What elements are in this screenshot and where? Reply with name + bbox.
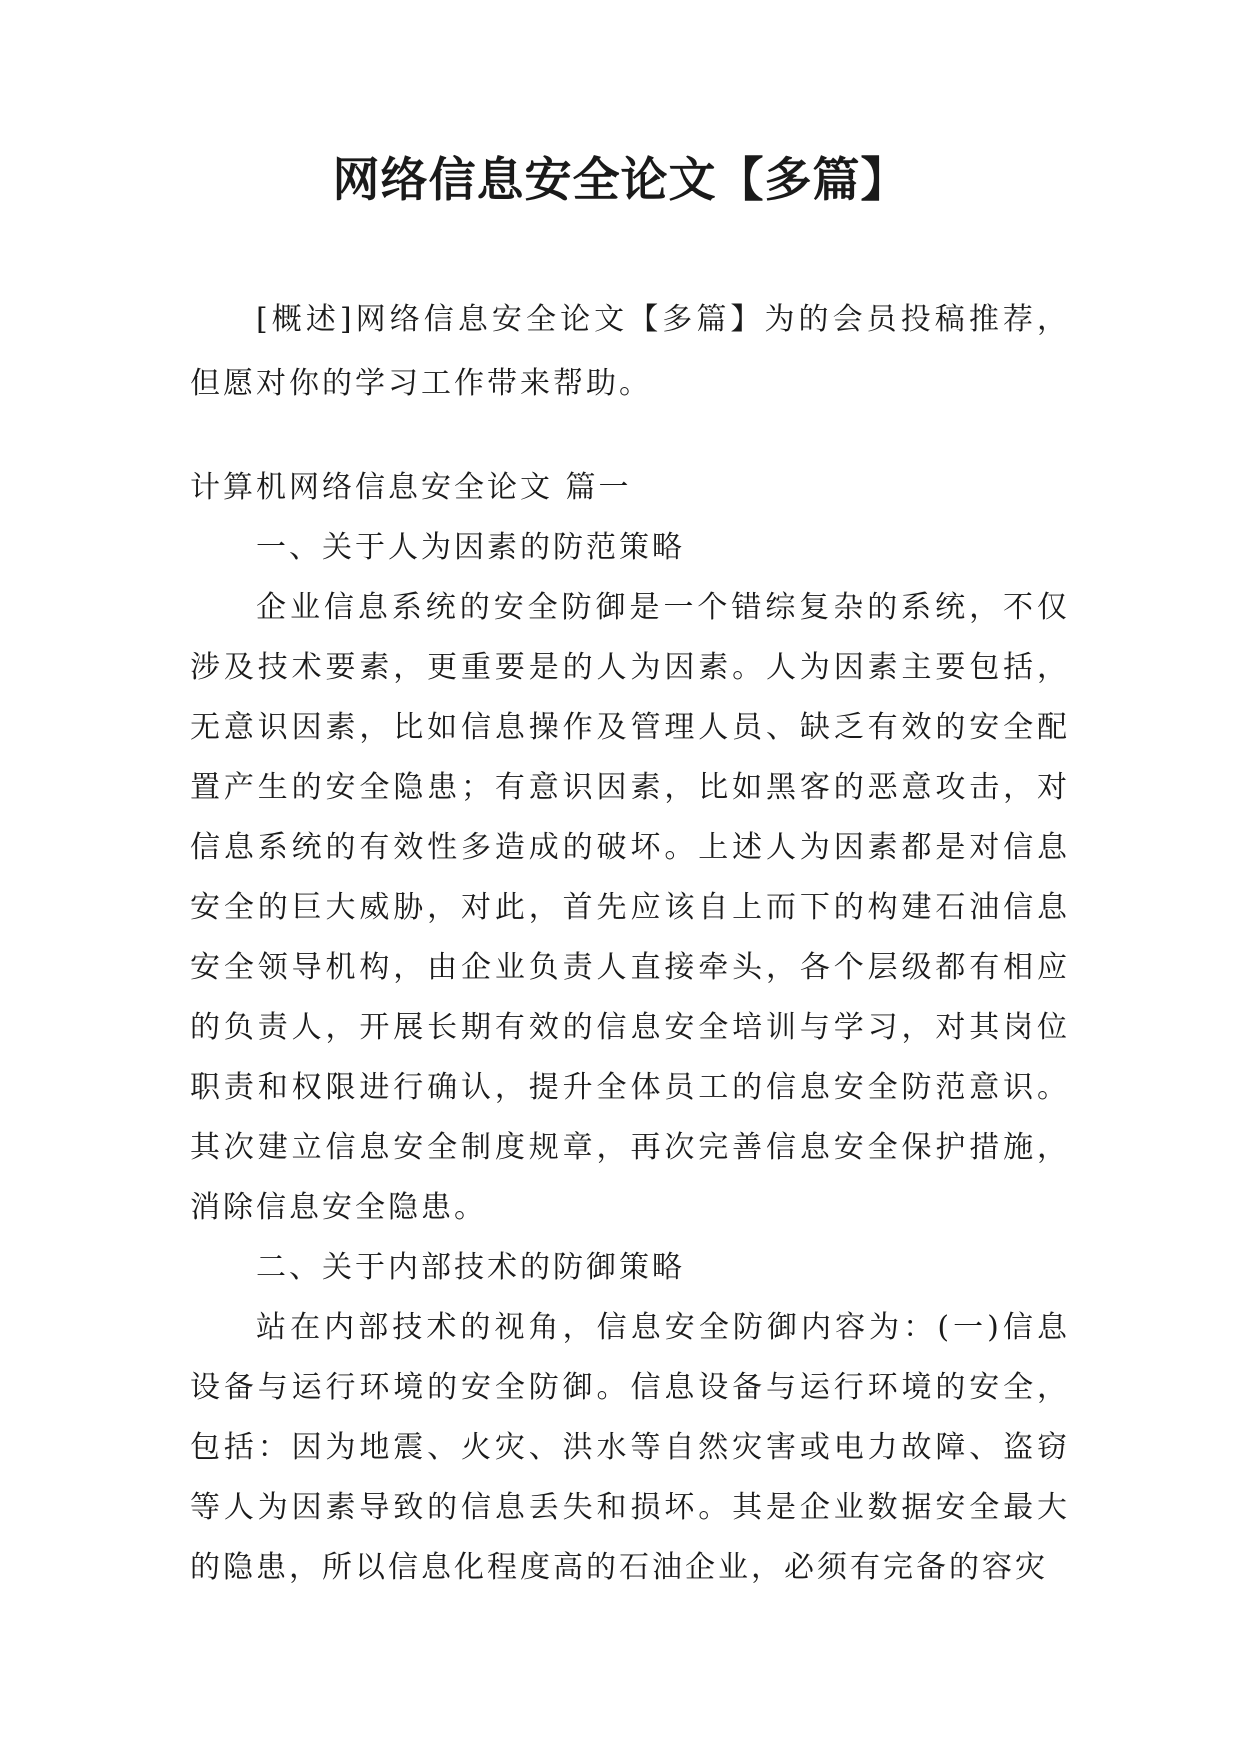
part2-body-paragraph: 站在内部技术的视角，信息安全防御内容为：(一)信息设备与运行环境的安全防御。信息设备与运行环境的安全，包括：因为地震、火灾、洪水等自然灾害或电力故障、盗窃等人为因素导致的信息丢失和损坏。其是企业数据安全最大的隐患，所以信息化程度高的石油企业，必须有完备的容灾 — [190, 1310, 1070, 1585]
summary-paragraph: [概述]网络信息安全论文【多篇】为的会员投稿推荐，但愿对你的学习工作带来帮助。 — [190, 302, 1070, 401]
section-heading: 计算机网络信息安全论文 篇一 — [190, 470, 632, 505]
document-title: 网络信息安全论文【多篇】 — [332, 153, 909, 208]
part1-heading: 一、关于人为因素的防范策略 — [256, 530, 685, 565]
part1-body-paragraph: 企业信息系统的安全防御是一个错综复杂的系统，不仅涉及技术要素，更重要是的人为因素。人为因素主要包括，无意识因素，比如信息操作及管理人员、缺乏有效的安全配置产生的安全隐患；有意识因素，比如黑客的恶意攻击，对信息系统的有效性多造成的破坏。上述人为因素都是对信息安全的巨大威胁，对此，首先应该自上而下的构建石油信息安全领导机构，由企业负责人直接牵头，各个层级都有相应的负责人，开展长期有效的信息安全培训与学习，对其岗位职责和权限进行确认，提升全体员工的信息安全防范意识。其次建立信息安全制度规章，再次完善信息安全保护措施，消除信息安全隐患。 — [190, 590, 1070, 1225]
part2-heading: 二、关于内部技术的防御策略 — [256, 1250, 685, 1285]
